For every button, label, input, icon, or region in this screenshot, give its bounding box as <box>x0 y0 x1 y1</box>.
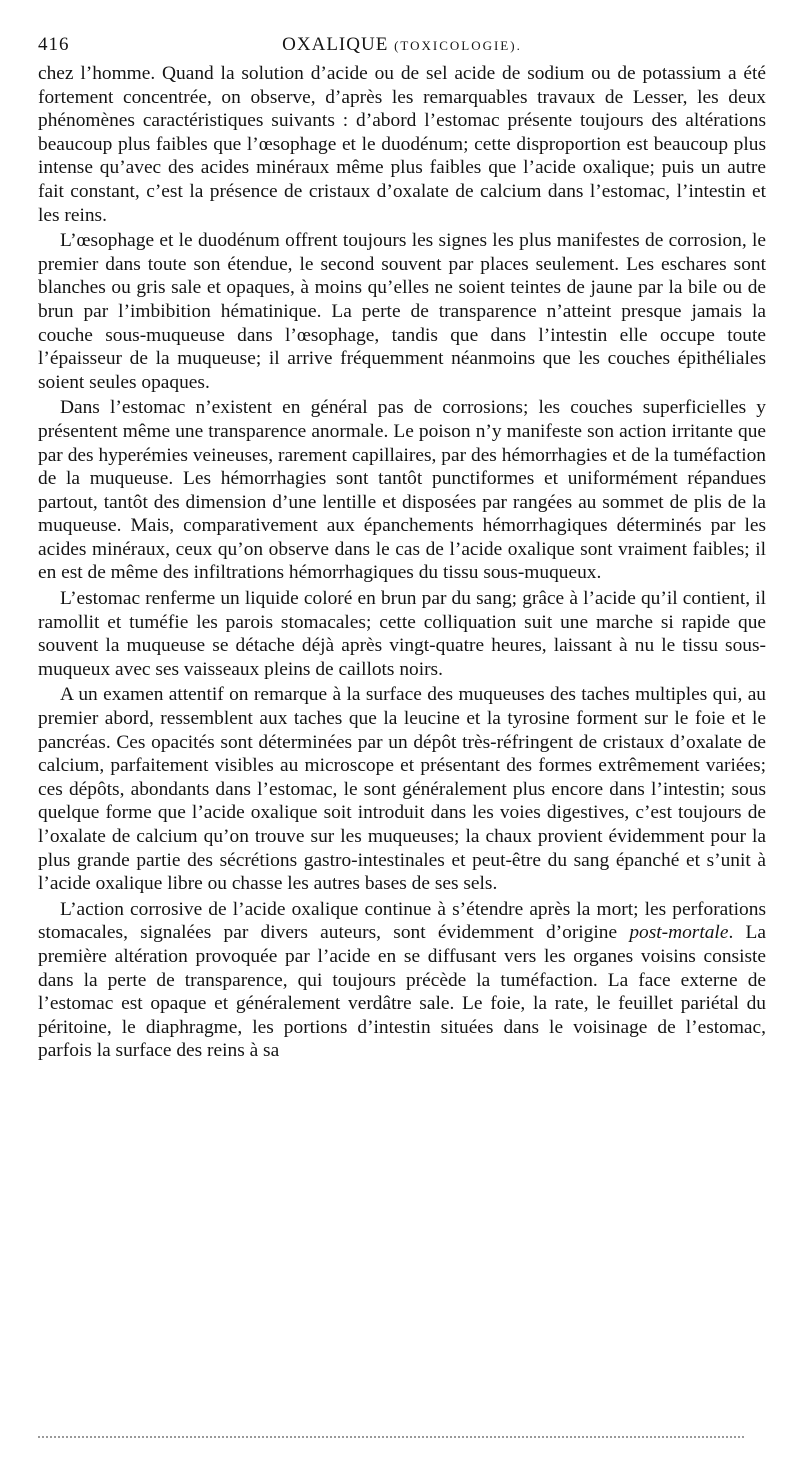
body-text <box>38 62 766 1065</box>
italic-term: post-mortale <box>629 922 729 944</box>
page-header <box>38 28 766 58</box>
paragraph: Dans l’estomac n’existent en général pas de corrosions; les couches superficielles y présentent même une transparence anormale. Le poison n’y manifeste son action irritante que par des hyperémies veineuses, rarement capillaires, par des hémorrhagies et de la tuméfaction de la muqueuse. Les hémorrhagies sont tantôt punctiformes et uniformément répandues partout, tantôt des dimension d’une lentille et disposées par rangées au sommet de plis de la muqueuse. Mais, comparativement aux épanchements hémorrhagiques déterminés par les acides minéraux, ceux qu’on observe dans le cas de l’acide oxalique sont vraiment faibles; il en est de même des infiltrations hémorrhagiques du tissu sous-muqueux. <box>38 397 766 584</box>
running-title-main: OXALIQUE <box>282 34 389 55</box>
paragraph-text: . La première altération provoquée par l’acide en se diffusant vers les organes voisins consiste dans la perte de transparence, qui toujours précède la tuméfaction. La face externe de l’estomac est opaque et généralement verdâtre sale. Le foie, la rate, le feuillet pariétal du péritoine, le diaphragme, les portions d’intestin situées dans le voisinage de l’estomac, parfois la surface des reins à sa <box>38 922 766 1062</box>
bottom-rule <box>38 1436 744 1438</box>
running-title-subtitle: (TOXICOLOGIE). <box>394 38 522 53</box>
running-title <box>38 34 766 56</box>
paragraph-last <box>38 898 766 1063</box>
paragraph: chez l’homme. Quand la solution d’acide ou de sel acide de sodium ou de potassium a été fortement concentrée, on observe, d’après les remarquables travaux de Lesser, les deux phénomènes caractéristiques suivants : d’abord l’estomac présente toujours des altérations beaucoup plus faibles que l’œsophage et le duodénum; cette disproportion est beaucoup plus intense qu’avec des acides minéraux même plus faibles que l’acide oxalique; puis un autre fait constant, c’est la présence de cristaux d’oxalate de calcium dans l’estomac, l’intestin et les reins. <box>38 63 766 226</box>
page-number: 416 <box>38 34 70 55</box>
paragraph: L’œsophage et le duodénum offrent toujours les signes les plus manifestes de corrosion, le premier dans toute son étendue, le second souvent par places seulement. Les eschares sont blanches ou gris sale et opaques, à moins qu’elles ne soient teintes de jaune par la bile ou de brun par l’imbibition hématinique. La perte de transparence n’atteint presque jamais la couche sous-muqueuse dans l’œsophage, tandis que dans l’intestin elle occupe toute l’épaisseur de la muqueuse; il arrive fréquemment néanmoins que les couches épithéliales soient seules opaques. <box>38 230 766 393</box>
paragraph: A un examen attentif on remarque à la surface des muqueuses des taches multiples qui, au premier abord, ressemblent aux taches que la leucine et la tyrosine forment sur le foie et le pancréas. Ces opacités sont déterminées par un dépôt très-réfringent de cristaux d’oxalate de calcium, parfaitement visibles au microscope et présentant des formes extrêmement variées; ces dépôts, abondants dans l’estomac, le sont généralement plus encore dans l’intestin; sous quelque forme que l’acide oxalique soit introduit dans les voies digestives, c’est toujours de l’oxalate de calcium qu’on trouve sur les muqueuses; la chaux provient évidemment pour la plus grande partie des sécrétions gastro-intestinales et peut-être du sang épanché et s’unit à l’acide oxalique libre ou chasse les autres bases de ses sels. <box>38 684 766 895</box>
paragraph: L’estomac renferme un liquide coloré en brun par du sang; grâce à l’acide qu’il contient, il ramollit et tuméfie les parois stomacales; cette colliquation suit une marche si rapide que souvent la muqueuse se détache déjà après vingt-quatre heures, laissant à nu le tissu sous-muqueux avec ses vaisseaux pleins de caillots noirs. <box>38 588 766 680</box>
paragraph-text: L’action corrosive de l’acide oxalique continue à s’étendre après la mort; les perforations stomacales, signalées par divers auteurs, sont évidemment d’origine <box>38 898 766 944</box>
